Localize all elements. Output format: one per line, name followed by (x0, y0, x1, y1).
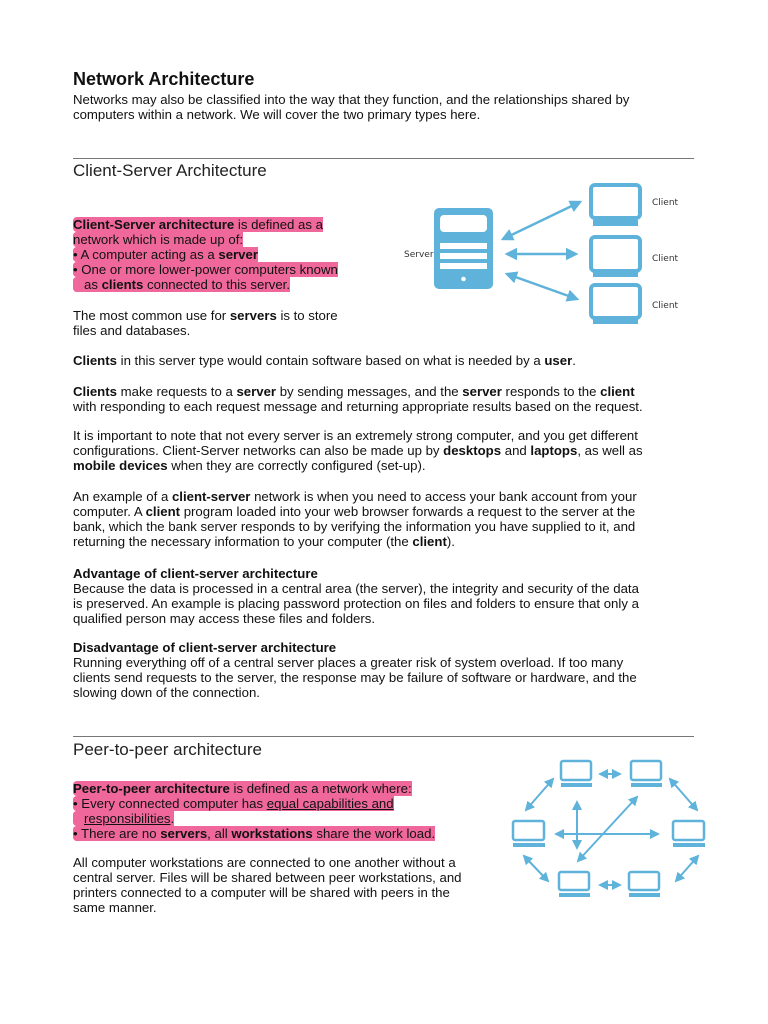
workstation-monitor-icon (673, 821, 704, 840)
client-server-heading: Client-Server Architecture (73, 161, 267, 180)
text-run: configurations. Client-Server networks can also be made up by (73, 443, 444, 458)
text-line (73, 640, 637, 655)
bold-text: mobile devices (73, 458, 168, 473)
text-line (73, 685, 637, 700)
bidirectional-arrow-icon (507, 274, 577, 299)
bidirectional-arrow-icon (578, 797, 637, 861)
bold-text: Advantage of client-server architecture (73, 566, 318, 581)
bold-text: client (412, 534, 447, 549)
disadvantage-section (73, 640, 637, 700)
text-run: Running everything off of a central server places a greater risk of system overload. If too many (73, 655, 624, 670)
paragraph (73, 384, 643, 414)
paragraph (73, 308, 338, 338)
bidirectional-arrow-icon (676, 856, 698, 881)
bold-text: Clients (73, 384, 117, 399)
bidirectional-arrow-icon (503, 202, 580, 239)
bold-text: servers (160, 826, 208, 841)
text-line (73, 855, 462, 870)
text-run: clients send requests to the server, the response may be failure of software or hardware, and the (73, 670, 637, 685)
text-run: make requests to a (116, 384, 237, 399)
text-run: share the work load. (312, 826, 436, 841)
text-line (73, 399, 643, 414)
text-line (73, 247, 338, 262)
text-run: as (73, 277, 102, 292)
text-run: returning the necessary information to your computer (the (73, 534, 413, 549)
text-run: Because the data is processed in a central area (the server), the integrity and security of the data (73, 581, 639, 596)
text-line (73, 428, 643, 443)
text-line (73, 92, 629, 107)
bold-text: workstations (231, 826, 313, 841)
underlined-text: equal capabilities and (266, 796, 394, 811)
paragraph (73, 489, 637, 549)
text-run: by sending messages, and the (276, 384, 463, 399)
text-run: ). (446, 534, 455, 549)
text-run: . (572, 353, 576, 368)
text-run: responds to the (501, 384, 601, 399)
text-run: is preserved. An example is placing password protection on files and folders to ensure that only a (73, 596, 639, 611)
text-line (73, 443, 643, 458)
bold-text: server (218, 247, 258, 262)
text-line (73, 900, 462, 915)
text-line (73, 262, 338, 277)
bold-text: server (462, 384, 502, 399)
text-run: and (501, 443, 531, 458)
underlined-text: responsibilities (84, 811, 171, 826)
workstation-monitor-icon (513, 821, 544, 840)
client-label: Client (652, 254, 679, 264)
bold-text: server (236, 384, 277, 399)
text-run: • Every connected computer has (73, 796, 267, 811)
text-run: slowing down of the connection. (73, 685, 260, 700)
text-line (73, 670, 637, 685)
text-line (73, 308, 338, 323)
server-label: Server (404, 250, 434, 260)
text-line (73, 232, 338, 247)
workstation-monitor-icon (559, 872, 589, 890)
text-run: • There are no (73, 826, 161, 841)
bold-text: desktops (443, 443, 502, 458)
text-line (73, 885, 462, 900)
text-line (73, 870, 462, 885)
text-line (73, 353, 576, 368)
text-line (73, 534, 637, 549)
text-run: The most common use for (73, 308, 230, 323)
section-divider (73, 158, 694, 159)
bold-text: Peer-to-peer architecture (73, 781, 230, 796)
text-run: central server. Files will be shared between peer workstations, and (73, 870, 462, 885)
text-line (73, 519, 637, 534)
bold-text: Client-Server architecture (73, 217, 235, 232)
text-line (73, 781, 435, 796)
paragraph (73, 428, 643, 473)
bold-text: laptops (530, 443, 578, 458)
intro-paragraph (73, 92, 629, 122)
text-run: in this server type would contain software based on what is needed by a (116, 353, 545, 368)
text-run: , all (207, 826, 232, 841)
bidirectional-arrow-icon (524, 856, 548, 881)
text-line (73, 504, 637, 519)
bold-text: client-server (171, 489, 251, 504)
client-monitor-icon (591, 237, 640, 277)
bold-text: Clients (73, 353, 117, 368)
client-monitor-icon (591, 185, 640, 226)
client-server-diagram (390, 170, 710, 340)
bold-text: Disadvantage of client-server architecture (73, 640, 337, 655)
text-line (73, 596, 639, 611)
page-title: Network Architecture (73, 69, 255, 89)
text-run: is defined as a network where: (229, 781, 412, 796)
paragraph (73, 353, 576, 368)
paragraph (73, 855, 462, 915)
text-line (73, 796, 435, 811)
text-run: qualified person may access these files and folders. (73, 611, 376, 626)
text-line (73, 323, 338, 338)
text-line (73, 581, 639, 596)
text-run: , as well as (577, 443, 643, 458)
text-run: . (170, 811, 175, 826)
text-run: network is when you need to access your bank account from your (250, 489, 637, 504)
text-line (73, 107, 629, 122)
bold-text: servers (229, 308, 277, 323)
text-line (73, 566, 639, 581)
text-line (73, 826, 435, 841)
workstation-monitor-icon (561, 761, 591, 780)
bold-text: client (600, 384, 635, 399)
client-server-definition-highlight (73, 217, 338, 292)
text-run (73, 811, 84, 826)
bold-text: clients (101, 277, 144, 292)
client-label: Client (652, 301, 679, 311)
text-run: printers connected to a computer will be shared with peers in the (73, 885, 450, 900)
text-run: is defined as a (234, 217, 323, 232)
peer-to-peer-heading: Peer-to-peer architecture (73, 740, 262, 759)
bold-text: client (145, 504, 181, 519)
text-run: with responding to each request message and returning appropriate results based on the request. (73, 399, 643, 414)
text-run: It is important to note that not every server is an extremely strong computer, and you get different (73, 428, 638, 443)
text-line (73, 217, 338, 232)
text-run: when they are correctly configured (set-up). (167, 458, 426, 473)
section-divider (73, 736, 694, 737)
text-line (73, 384, 643, 399)
text-run: same manner. (73, 900, 157, 915)
text-run: computer. A (73, 504, 146, 519)
peer-to-peer-definition-highlight (73, 781, 435, 841)
text-run: computers within a network. We will cover the two primary types here. (73, 107, 481, 122)
text-line (73, 655, 637, 670)
workstation-monitor-icon (629, 872, 659, 890)
peer-to-peer-diagram (500, 750, 720, 910)
text-run: All computer workstations are connected to one another without a (73, 855, 456, 870)
text-line (73, 811, 435, 826)
client-monitor-icon (591, 285, 640, 324)
text-run: connected to this server. (143, 277, 290, 292)
text-line (73, 458, 643, 473)
text-line (73, 489, 637, 504)
bidirectional-arrow-icon (526, 779, 553, 810)
text-run: • A computer acting as a (73, 247, 219, 262)
server-icon (434, 208, 493, 289)
text-line (73, 611, 639, 626)
text-run: • One or more lower-power computers known (73, 262, 338, 277)
client-label: Client (652, 198, 679, 208)
text-run: program loaded into your web browser forwards a request to the server at the (180, 504, 636, 519)
advantage-section (73, 566, 639, 626)
workstation-monitor-icon (631, 761, 661, 780)
text-run: bank, which the bank server responds to by verifying the information you have supplied to it, and (73, 519, 636, 534)
bidirectional-arrow-icon (670, 779, 697, 810)
text-run: An example of a (73, 489, 172, 504)
text-run: Networks may also be classified into the way that they function, and the relationships shared by (73, 92, 630, 107)
text-run: network which is made up of: (73, 232, 244, 247)
text-run: files and databases. (73, 323, 191, 338)
text-line (73, 277, 338, 292)
text-run: is to store (276, 308, 338, 323)
bold-text: user (544, 353, 573, 368)
